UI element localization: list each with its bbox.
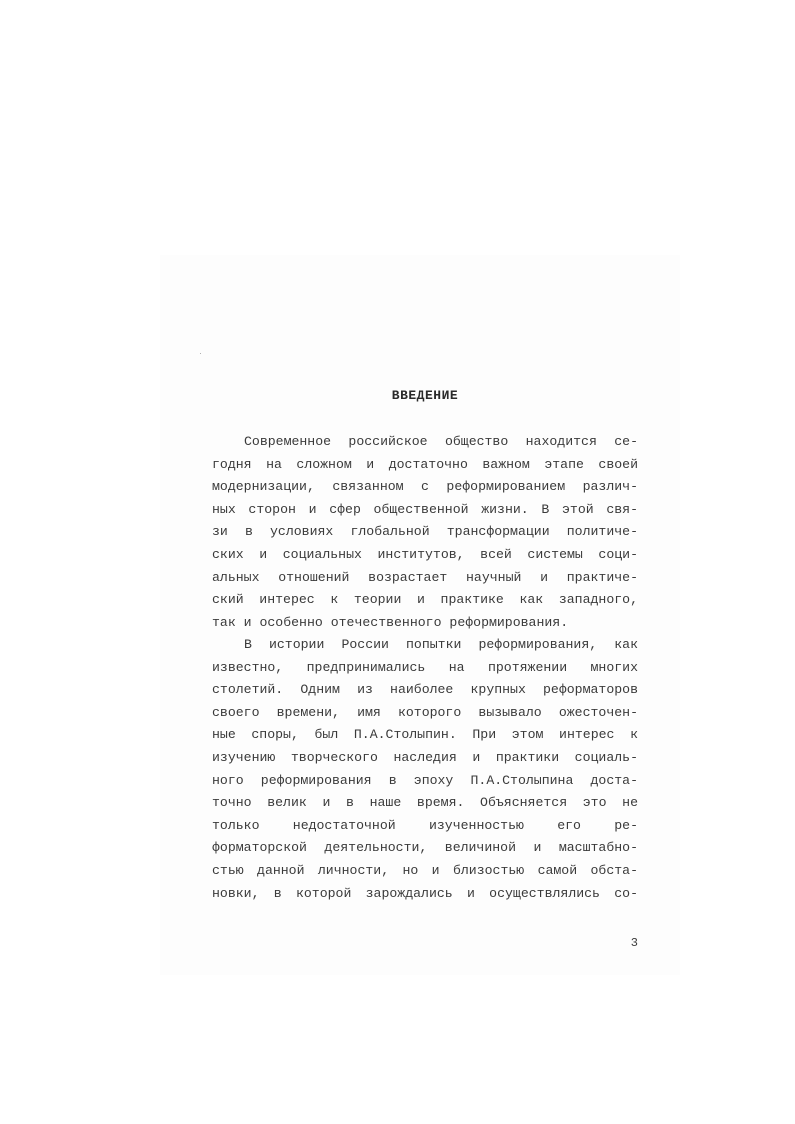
text-line: новки, в которой зарождались и осуществлялись со-	[212, 885, 638, 901]
text-line: ные споры, был П.А.Столыпин. При этом интерес к	[212, 727, 638, 743]
text-line: своего времени, имя которого вызывало ожесточен-	[212, 704, 638, 720]
text-line: ский интерес к теории и практике как западного,	[212, 592, 638, 608]
text-line: известно, предпринимались на протяжении многих	[212, 659, 638, 675]
text-line: ских и социальных институтов, всей системы соци-	[212, 546, 638, 562]
text-line: так и особенно отечественного реформирования.	[212, 614, 569, 630]
text-line: изучению творческого наследия и практики социаль-	[212, 749, 638, 765]
section-heading: ВВЕДЕНИЕ	[391, 388, 459, 403]
page-number: 3	[630, 936, 638, 950]
text-line: точно велик и в наше время. Объясняется это не	[212, 795, 638, 811]
text-line: годня на сложном и достаточно важном этапе своей	[212, 456, 638, 472]
text-line: В истории России попытки реформирования, как	[244, 637, 638, 652]
paragraph-2	[212, 634, 638, 905]
text-line: альных отношений возрастает научный и практиче-	[212, 569, 638, 585]
text-line: зи в условиях глобальной трансформации политиче-	[212, 524, 638, 540]
text-line: стью данной личности, но и близостью самой обста-	[212, 862, 638, 878]
scan-speck	[200, 353, 201, 354]
text-line: ных сторон и сфер общественной жизни. В этой свя-	[212, 501, 638, 517]
text-line: форматорской деятельности, величиной и масштабно-	[212, 840, 638, 856]
text-line: ного реформирования в эпоху П.А.Столыпина доста-	[212, 772, 638, 788]
text-line: модернизации, связанном с реформированием различ-	[212, 479, 638, 495]
text-line: столетий. Одним из наиболее крупных реформаторов	[212, 682, 638, 698]
text-line: Современное российское общество находится се-	[244, 434, 638, 449]
text-line: только недостаточной изученностью его ре-	[212, 817, 638, 833]
paragraph-1	[212, 431, 638, 634]
